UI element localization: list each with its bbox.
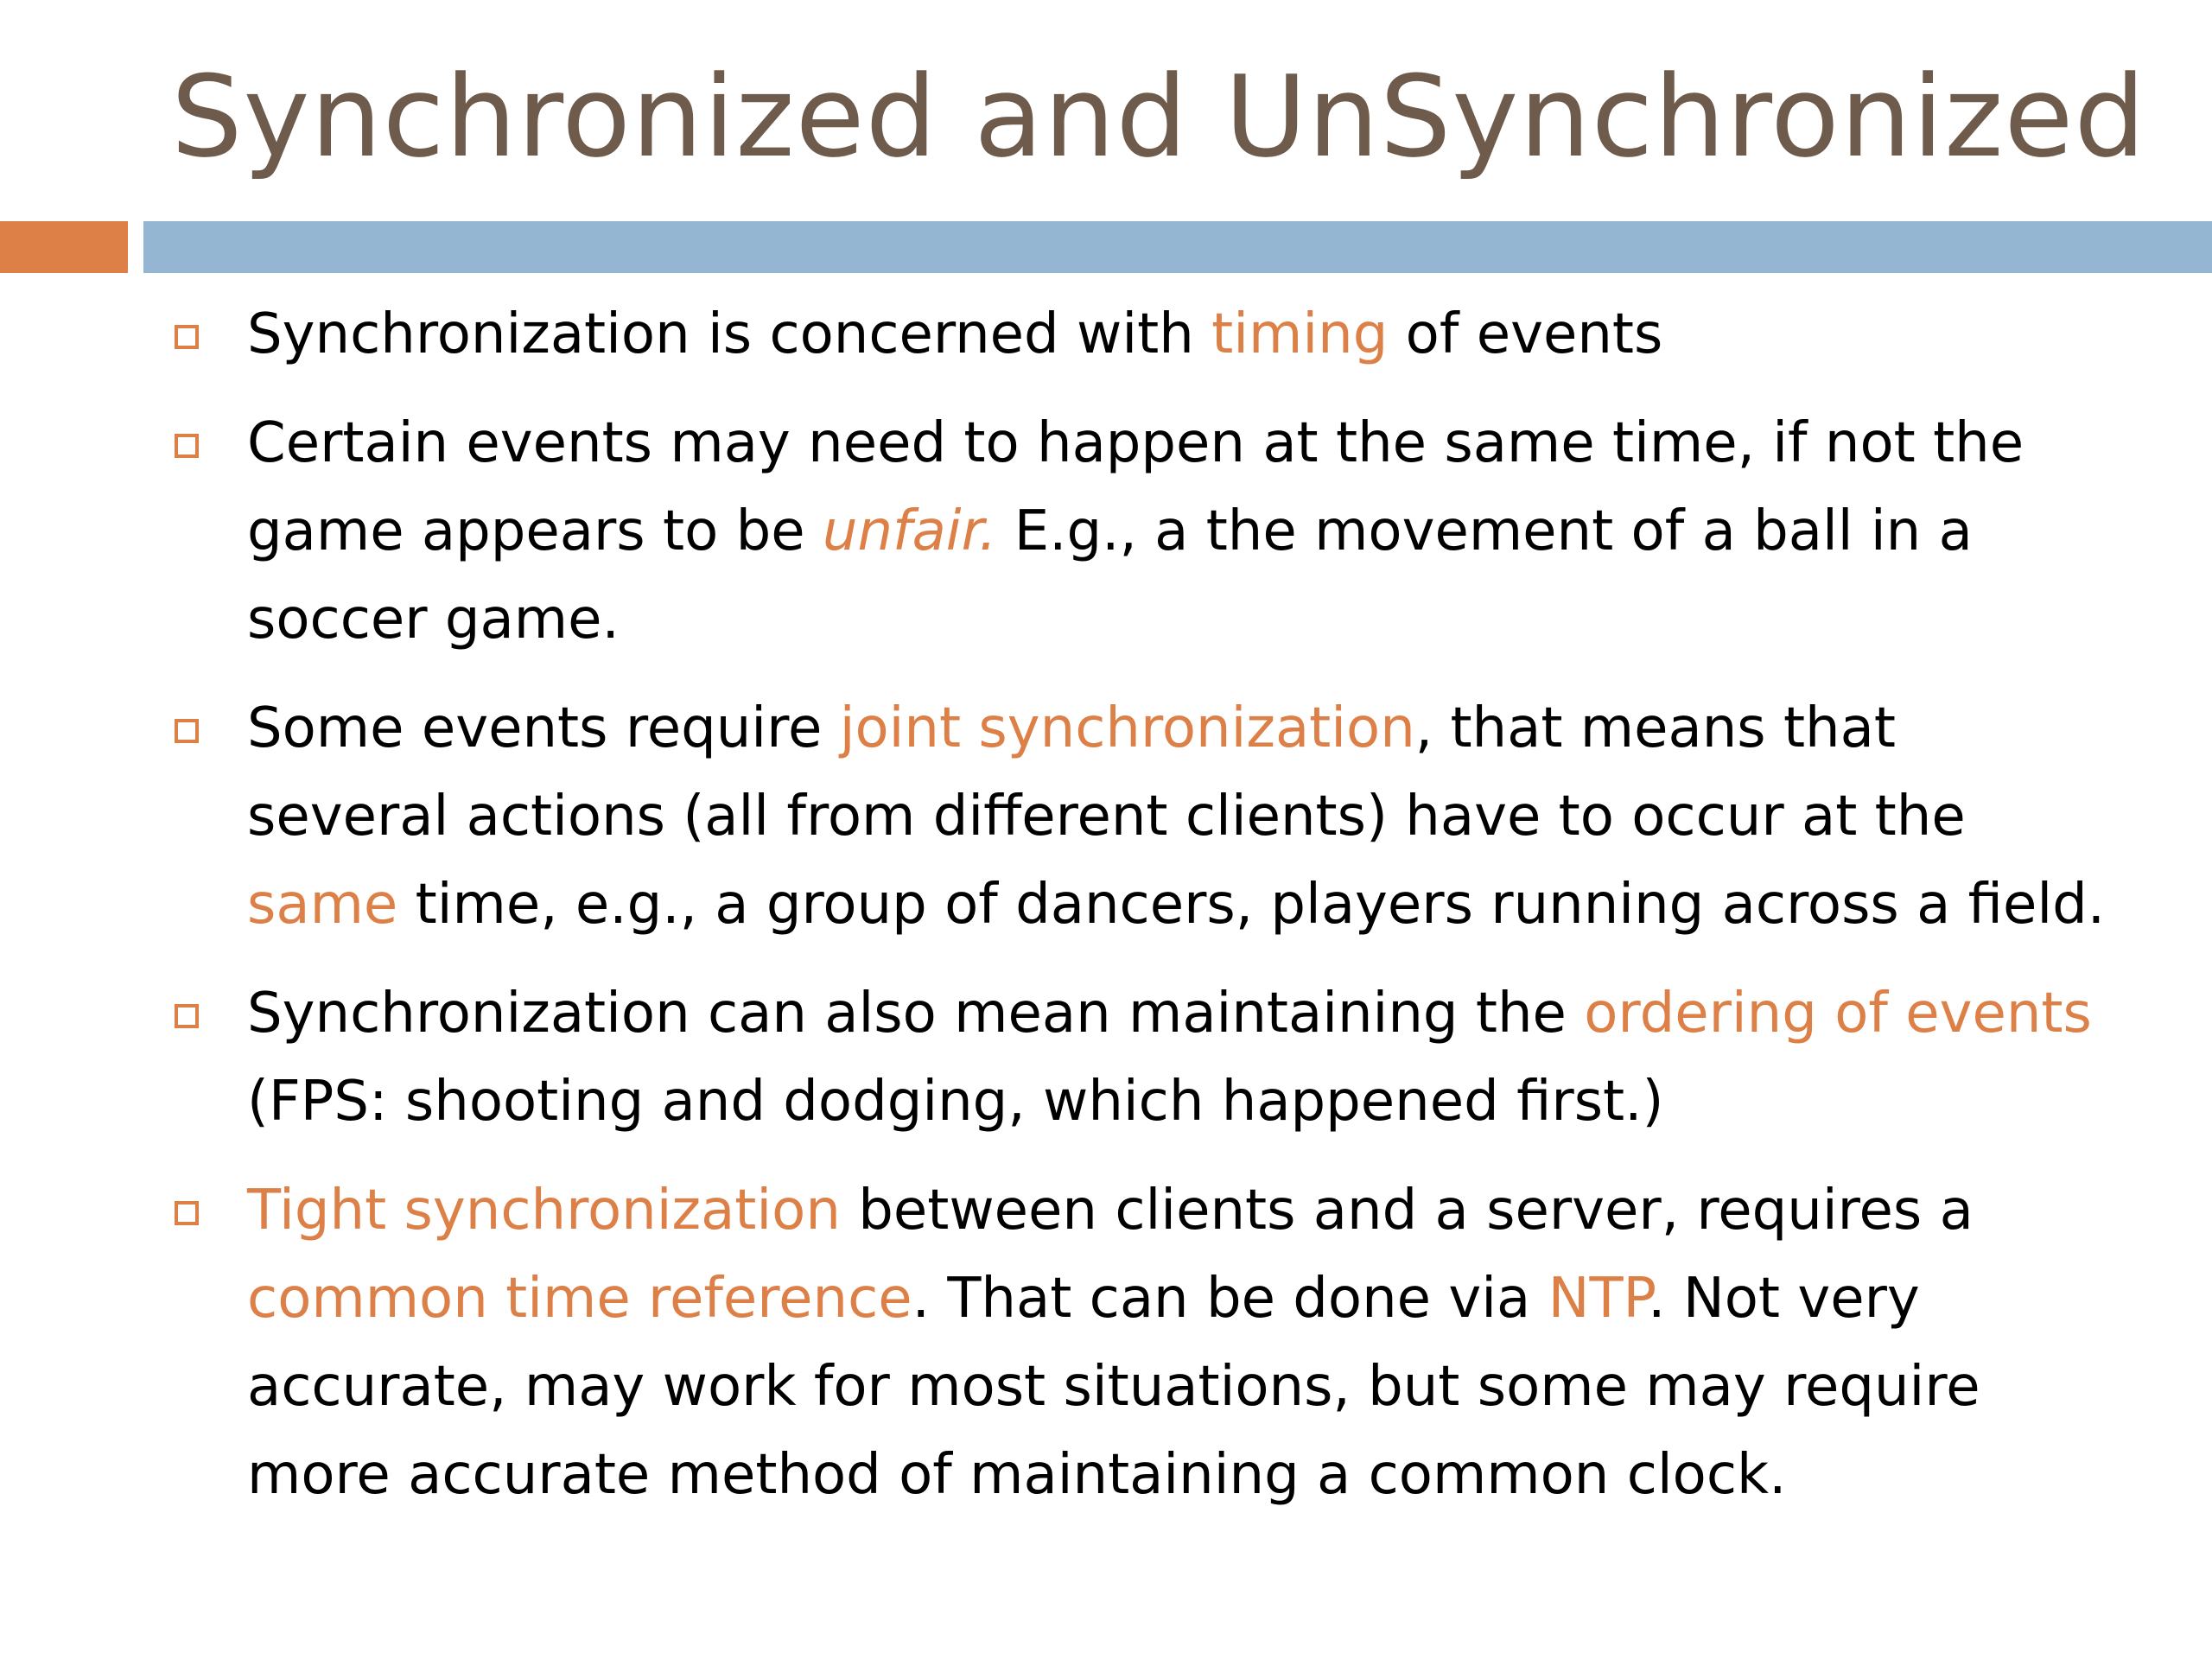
bullet-item bbox=[171, 684, 2107, 949]
bullet-text-segment: Certain events may need to happen at the same time, if not the game appears to be bbox=[247, 411, 2024, 563]
bullet-text-segment: of events bbox=[1388, 302, 1663, 366]
highlighted-term: timing bbox=[1211, 302, 1389, 366]
accent-bar-blue bbox=[143, 221, 2212, 273]
bullet-text-segment: time, e.g., a group of dancers, players running across a field. bbox=[397, 873, 2106, 937]
bullet-text-segment: . Not very accurate, may work for most situations, but some may require more accurate method of maintaining a common clock. bbox=[247, 1267, 1980, 1507]
bullet-text bbox=[247, 696, 2105, 937]
bullet-text-segment: E.g., a the movement of a ball in a soccer game. bbox=[247, 499, 1973, 652]
highlighted-term: NTP bbox=[1548, 1267, 1649, 1331]
bullet-text-segment: . That can be done via bbox=[912, 1267, 1548, 1331]
bullet-text-segment: (FPS: shooting and dodging, which happened first.) bbox=[247, 1070, 1664, 1134]
bullet-text-segment: Synchronization is concerned with bbox=[247, 302, 1212, 366]
hollow-square-icon bbox=[175, 1004, 199, 1028]
slide-title: Synchronized and UnSynchronized bbox=[171, 51, 2146, 182]
bullet-text bbox=[247, 302, 1662, 366]
highlighted-term: same bbox=[247, 873, 398, 937]
highlighted-term: common time reference bbox=[247, 1267, 912, 1331]
highlighted-term: ordering of events bbox=[1584, 982, 2092, 1046]
hollow-square-icon bbox=[175, 325, 199, 349]
hollow-square-icon bbox=[175, 1201, 199, 1225]
hollow-square-icon bbox=[175, 719, 199, 743]
bullet-text-segment: between clients and a server, requires a bbox=[840, 1179, 1974, 1243]
bullet-text-segment: , that means that several actions (all from different clients) have to occur at the bbox=[247, 696, 1966, 849]
highlighted-term: joint synchronization bbox=[839, 696, 1415, 760]
bullet-text-segment: Synchronization can also mean maintaining the bbox=[247, 982, 1585, 1046]
hollow-square-icon bbox=[175, 434, 199, 458]
bullet-item bbox=[171, 399, 2107, 664]
bullet-text-segment: Some events require bbox=[247, 696, 840, 760]
bullet-item bbox=[171, 1166, 2107, 1519]
highlighted-term: Tight synchronization bbox=[247, 1179, 841, 1243]
bullet-text bbox=[247, 982, 2092, 1134]
bullet-item bbox=[171, 969, 2107, 1146]
accent-bar-orange bbox=[0, 221, 128, 273]
bullet-item bbox=[171, 290, 2107, 378]
bullet-list bbox=[171, 290, 2107, 1540]
highlighted-term: unfair. bbox=[822, 499, 997, 563]
bullet-text bbox=[247, 411, 2024, 652]
bullet-text bbox=[247, 1179, 1980, 1507]
